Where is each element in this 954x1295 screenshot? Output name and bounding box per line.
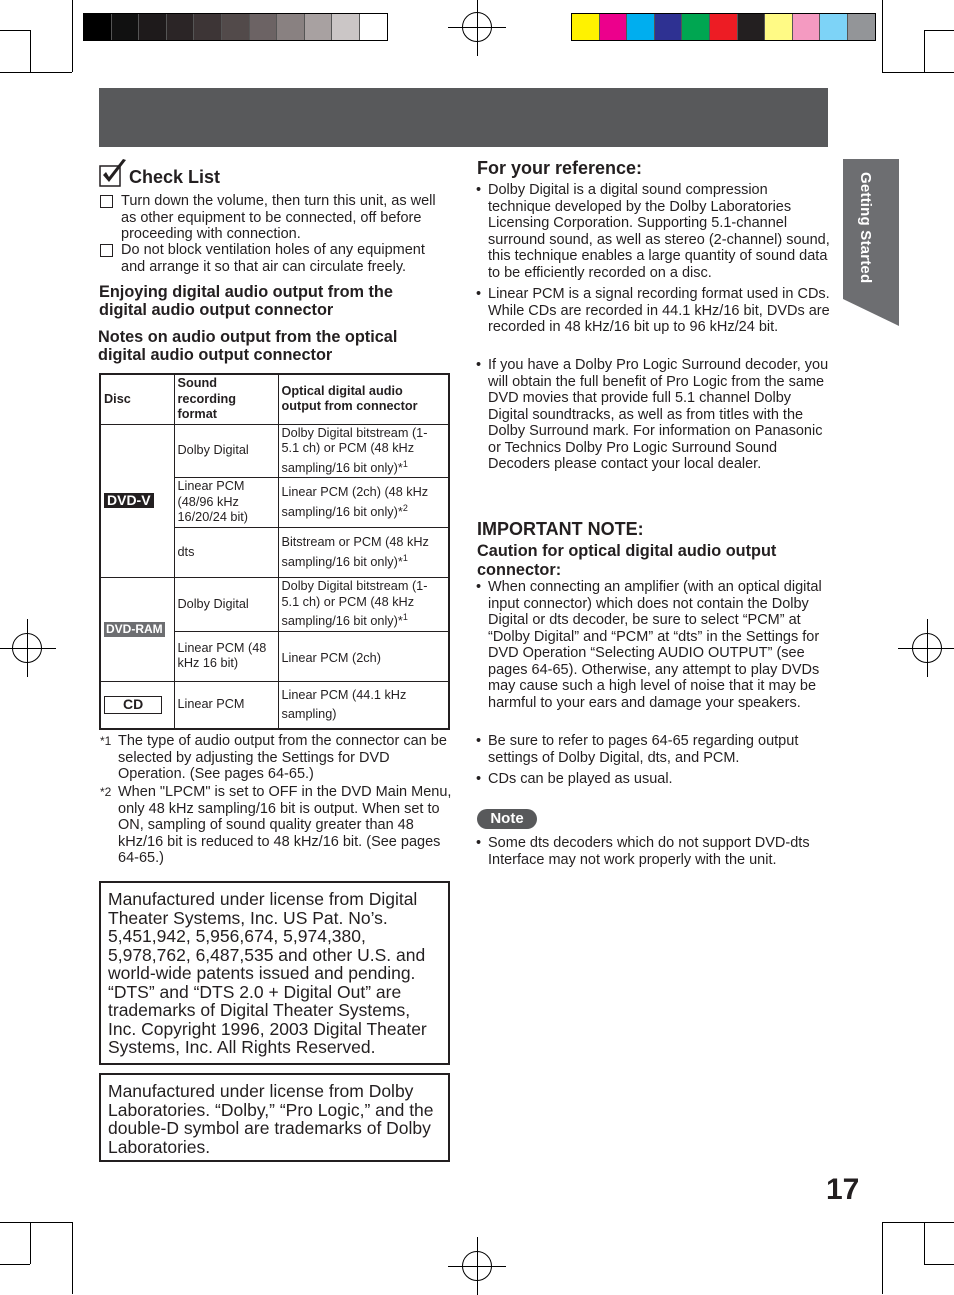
format-cell: Linear PCM (48 kHz 16 bit) [174,631,278,681]
checkbox-icon [100,244,113,257]
color-swatch [793,14,821,40]
check-list-title: Check List [129,167,221,187]
audio-output-table [99,373,450,730]
column-header: Sound recording format [174,374,278,424]
check-item: Turn down the volume, then turn this unit, as well as other equipment to be connected, off before proceeding with connection. [100,193,452,243]
header-bar [99,88,828,147]
list-item: • When connecting an amplifier (with an optical digital input connector) which does not contain the Dolby Digital or dts decoder, be sure to select “PCM” at “Dolby Digital” and “PCM” at “dts” in the Settings for DVD Operation “Selecting AUDIO OUTPUT” (see pages 64-65). Otherwise, any attempt to play DVDs may cause such a high level of noise that it may be harmful to your ears and damage your speakers. [476,579,822,711]
format-cell: Linear PCM (48/96 kHz 16/20/24 bit) [174,478,278,528]
color-swatch [820,14,848,40]
color-swatch [139,14,167,40]
color-swatch [710,14,738,40]
column-header: Optical digital audio output from connector [278,374,449,424]
cd-logo: CD [104,696,162,714]
color-swatch [277,14,305,40]
dvd-v-logo: DVD-V [104,493,154,509]
color-swatch [627,14,655,40]
checkbox-icon [100,195,113,208]
format-cell: Linear PCM [174,681,278,729]
format-cell: Dolby Digital [174,424,278,478]
disc-cell [100,578,174,682]
color-swatch-strip [571,13,876,41]
color-swatch [222,14,250,40]
disc-cell [100,681,174,729]
table-row [100,578,449,632]
gray-swatch-strip [83,13,388,41]
table-row [100,681,449,729]
color-swatch [682,14,710,40]
footnote-mark: *1 [100,734,112,748]
color-swatch [655,14,683,40]
page-number: 17 [826,1173,860,1206]
footnote: *1 The type of audio output from the connector can be selected by adjusting the Settings for DVD Operation. (See pages 64-65.) [100,733,447,782]
reference-title: For your reference: [477,158,643,178]
color-swatch [600,14,628,40]
list-item: • Dolby Digital is a digital sound compression technique developed by the Dolby Laboratories Licensing Corporation. Supporting 5.1-channel surround sound, as well as stereo (2-channel) sound, this technique enables a large quantity of sound data to be efficiently recorded on a disc. [476,182,830,281]
output-cell: Dolby Digital bitstream (1-5.1 ch) or PCM (48 kHz sampling/16 bit only)*$^1$ [278,578,449,632]
important-subtitle: Caution for optical digital audio output connector: [477,542,777,579]
important-title: IMPORTANT NOTE: [477,519,644,539]
registration-mark-bottom [462,1251,492,1281]
color-swatch [250,14,278,40]
table-row [100,424,449,478]
list-item: • Linear PCM is a signal recording format used in CDs. While CDs are recorded in 44.1 kHz/16 bit, DVDs are recorded in 48 kHz/16 bit up to 96 kHz/24 bit. [476,286,830,335]
list-item: • If you have a Dolby Pro Logic Surround decoder, you will obtain the full benefit of Pro Logic from the same DVD movies that provide full 5.1 channel Dolby Digital soundtracks, as well as from titles with the Dolby Surround mark. For information on Panasonic or Technics Dolby Pro Logic Surround Sound Decoders please contact your local dealer. [476,357,829,472]
side-tab-label: Getting Started [857,172,874,284]
check-item: Do not block ventilation holes of any equipment and arrange it so that air can circulate freely. [100,242,452,275]
registration-mark-right [912,633,942,663]
color-swatch [765,14,793,40]
color-swatch [112,14,140,40]
list-item: • Be sure to refer to pages 64-65 regarding output settings of Dolby Digital, dts, and PCM. [476,733,799,766]
color-swatch [848,14,875,40]
color-swatch [167,14,195,40]
output-cell: Linear PCM (2ch) [278,631,449,681]
output-cell: Bitstream or PCM (48 kHz sampling/16 bit only)*$^1$ [278,528,449,578]
note-badge: Note [477,809,537,829]
color-swatch [305,14,333,40]
column-header: Disc [100,374,174,424]
registration-mark-top [462,12,492,42]
disc-cell [100,424,174,578]
color-swatch [84,14,112,40]
footnote: *2 When "LPCM" is set to OFF in the DVD Main Menu, only 48 kHz sampling/16 bit is output. When set to ON, sampling of sound quality greater than 48 kHz/16 bit is reduced to 48 kHz/16 bit. (See pages 64-65.) [100,784,452,866]
color-swatch [332,14,360,40]
table-header-row [100,374,449,424]
color-swatch [194,14,222,40]
format-cell: Dolby Digital [174,578,278,632]
output-cell: Linear PCM (44.1 kHz sampling) [278,681,449,729]
output-cell: Linear PCM (2ch) (48 kHz sampling/16 bit only)*$^2$ [278,478,449,528]
checkmark-icon [99,158,129,188]
color-swatch [572,14,600,40]
dvd-ram-logo: DVD-RAM [106,621,163,636]
color-swatch [360,14,387,40]
registration-mark-left [12,633,42,663]
dolby-license-box: Manufactured under license from Dolby Laboratories. “Dolby,” “Pro Logic,” and the double-D symbol are trademarks of Dolby Laboratories. [99,1073,450,1162]
dts-license-box: Manufactured under license from Digital Theater Systems, Inc. US Pat. No’s. 5,451,942, 5,956,674, 5,974,380, 5,978,762, 6,487,535 and other U.S. and world-wide patents issued and pending. “DTS” and “DTS 2.0 + Digital Out” are trademarks of Digital Theater Systems, Inc. Copyright 1996, 2003 Digital Theater Systems, Inc. All Rights Reserved. [99,881,450,1065]
format-cell: dts [174,528,278,578]
color-swatch [738,14,766,40]
list-item: • CDs can be played as usual. [476,771,673,787]
output-cell: Dolby Digital bitstream (1-5.1 ch) or PCM (48 kHz sampling/16 bit only)*$^1$ [278,424,449,478]
heading-enjoying: Enjoying digital audio output from the digital audio output connector [99,283,393,319]
footnote-mark: *2 [100,785,112,799]
list-item: • Some dts decoders which do not support DVD-dts Interface may not work properly with the unit. [476,835,810,868]
heading-notes: Notes on audio output from the optical digital audio output connector [98,328,398,364]
